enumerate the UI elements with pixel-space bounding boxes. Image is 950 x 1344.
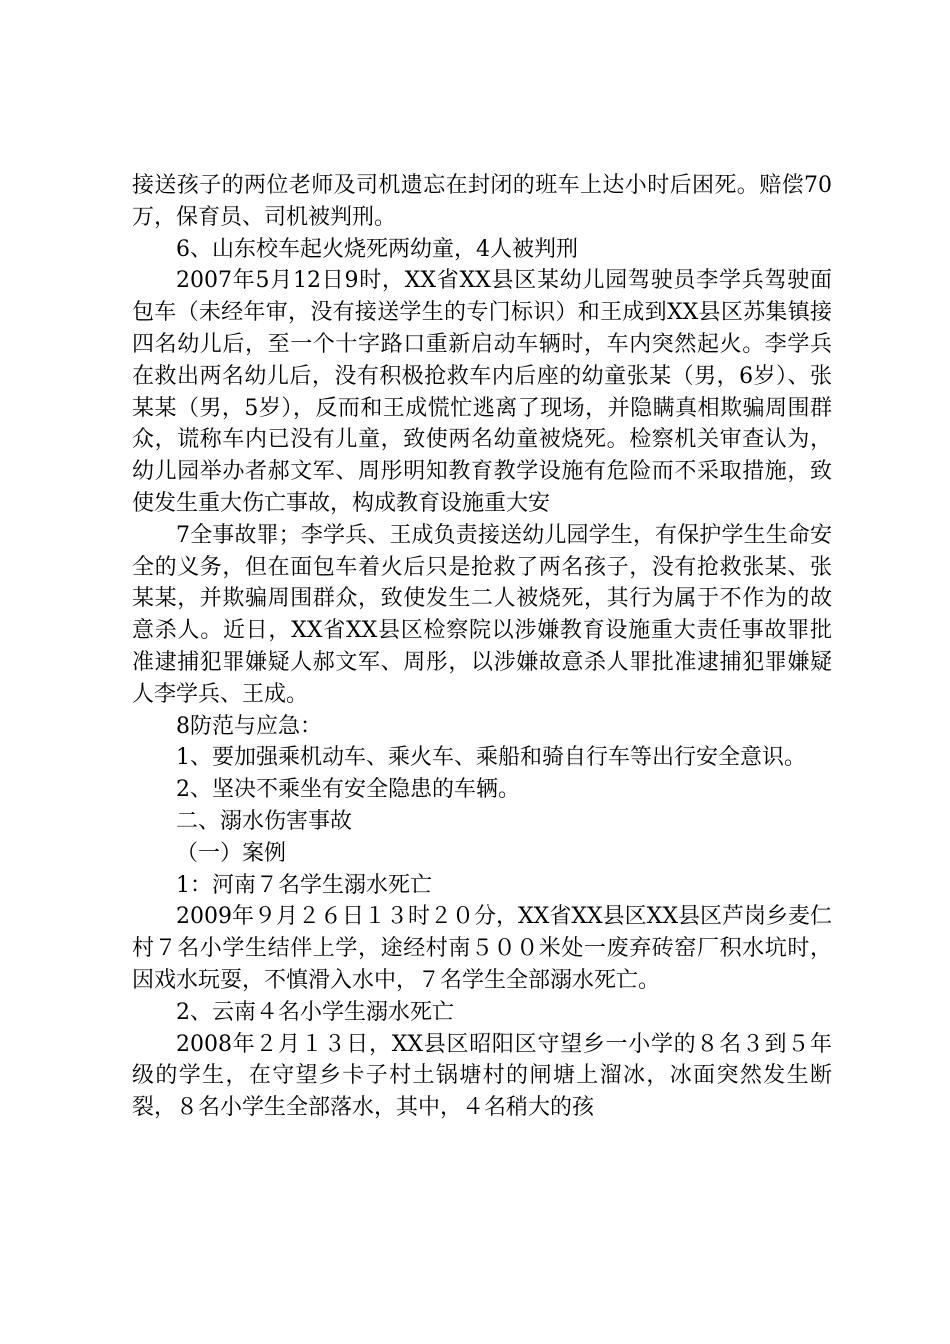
list-item: 1、要加强乘机动车、乘火车、乘船和骑自行车等出行安全意识。 <box>176 745 806 771</box>
paragraph: 2009年９月２６日１３时２０分，XX省XX县区XX县区芦岗乡麦仁村７名小学生结伴上学，途经村南５００米处一废弃砖窑厂积水坑时，因戏水玩耍，不慎滑入水中，７名学生全部溺水死亡。 <box>132 904 832 993</box>
paragraph: 2007年5月12日9时，XX省XX县区某幼儿园驾驶员李学兵驾驶面包车（未经年审，没有接送学生的专门标识）和王成到XX县区苏集镇接四名幼儿后，至一个十字路口重新启动车辆时，车内突然起火。李学兵在救出两名幼儿后，没有积极抢救车内后座的幼童张某（男，6岁）、张某某（男，5岁），反而和王成慌忙逃离了现场，并隐瞒真相欺骗周围群众，谎称车内已没有儿童，致使两名幼童被烧死。检察机关审查认为，幼儿园举办者郝文军、周彤明知教育教学设施有危险而不采取措施，致使发生重大伤亡事故，构成教育设施重大安 <box>132 268 832 516</box>
case-heading: 1：河南７名学生溺水死亡 <box>176 872 432 898</box>
paragraph: 7全事故罪；李学兵、王成负责接送幼儿园学生，有保护学生生命安全的义务，但在面包车着火后只是抢救了两名孩子，没有抢救张某、张某某，并欺骗周围群众，致使发生二人被烧死，其行为属于不作为的故意杀人。近日，XX省XX县区检察院以涉嫌教育设施重大责任事故罪批准逮捕犯罪嫌疑人郝文军、周彤，以涉嫌故意杀人罪批准逮捕犯罪嫌疑人李学兵、王成。 <box>132 522 832 707</box>
subsection-heading: （一）案例 <box>176 840 287 866</box>
document-body <box>132 170 832 1124</box>
section-heading: 8防范与应急： <box>176 713 322 739</box>
case-heading: 2、云南４名小学生溺水死亡 <box>176 999 454 1025</box>
paragraph: 接送孩子的两位老师及司机遗忘在封闭的班车上达小时后困死。赔偿70万，保育员、司机被判刑。 <box>132 173 832 230</box>
case-heading: 6、山东校车起火烧死两幼童，4人被判刑 <box>176 236 578 262</box>
section-heading: 二、溺水伤害事故 <box>176 808 353 834</box>
paragraph: 2008年２月１３日，XX县区昭阳区守望乡一小学的８名３到５年级的学生，在守望乡卡子村土锅塘村的闸塘上溜冰，冰面突然发生断裂，８名小学生全部落水，其中，４名稍大的孩 <box>132 1031 832 1121</box>
list-item: 2、坚决不乘坐有安全隐患的车辆。 <box>176 777 520 803</box>
